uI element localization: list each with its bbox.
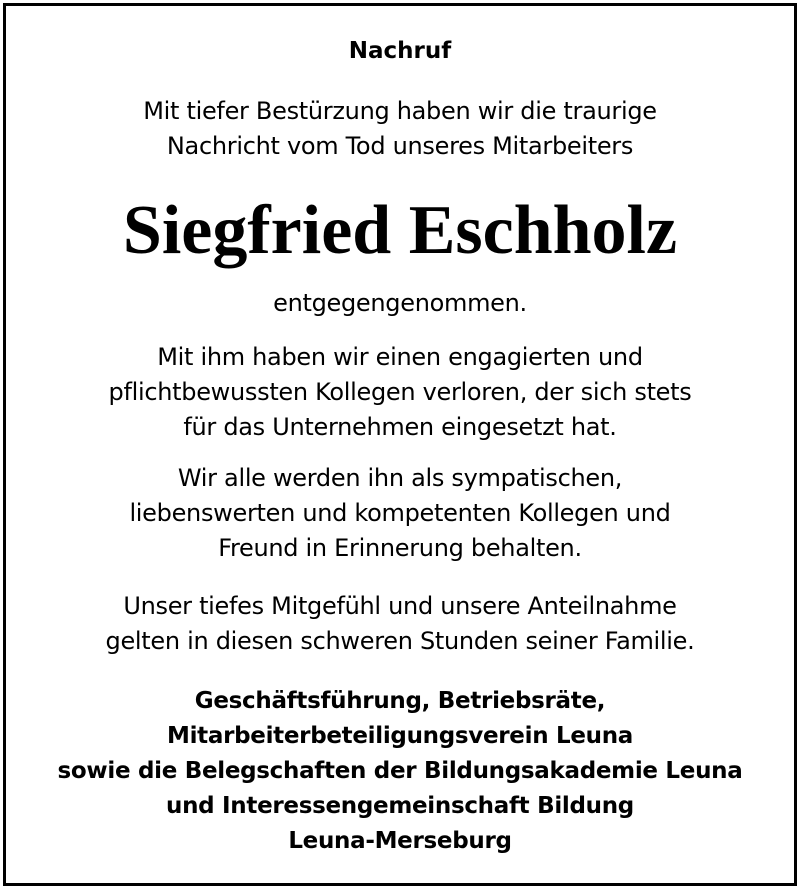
paragraph-line: Wir alle werden ihn als sympatischen, [177,464,623,492]
paragraph-line: pflichtbewussten Kollegen verloren, der sich stets [108,378,692,406]
paragraph-line: Freund in Erinnerung behalten. [218,534,582,562]
paragraph-condolence [6,589,794,659]
intro-paragraph [6,94,794,164]
signature-block [6,684,794,859]
paragraph-memory [6,461,794,566]
intro-line: Mit tiefer Bestürzung haben wir die traurige [143,97,657,125]
after-name-text: entgegengenommen. [273,289,527,317]
obituary-frame [3,3,797,886]
signature-line: Geschäftsführung, Betriebsräte, [194,688,606,714]
paragraph-colleague [6,340,794,445]
signature-line: Leuna-Merseburg [288,828,512,854]
intro-line: Nachricht vom Tod unseres Mitarbeiters [166,132,634,160]
paragraph-line: Mit ihm haben wir einen engagierten und [157,343,643,371]
signature-line: und Interessengemeinschaft Bildung [166,793,634,819]
signature-line: Mitarbeiterbeteiligungsverein Leuna [166,723,633,749]
obituary-heading: Nachruf [348,38,452,64]
paragraph-line: liebenswerten und kompetenten Kollegen und [129,499,671,527]
paragraph-line: Unser tiefes Mitgefühl und unsere Anteilnahme [123,592,677,620]
signature-line: sowie die Belegschaften der Bildungsakademie Leuna [57,758,743,784]
paragraph-line: gelten in diesen schweren Stunden seiner Familie. [105,627,695,655]
deceased-name: Siegfried Eschholz [122,192,678,269]
paragraph-line: für das Unternehmen eingesetzt hat. [183,413,617,441]
